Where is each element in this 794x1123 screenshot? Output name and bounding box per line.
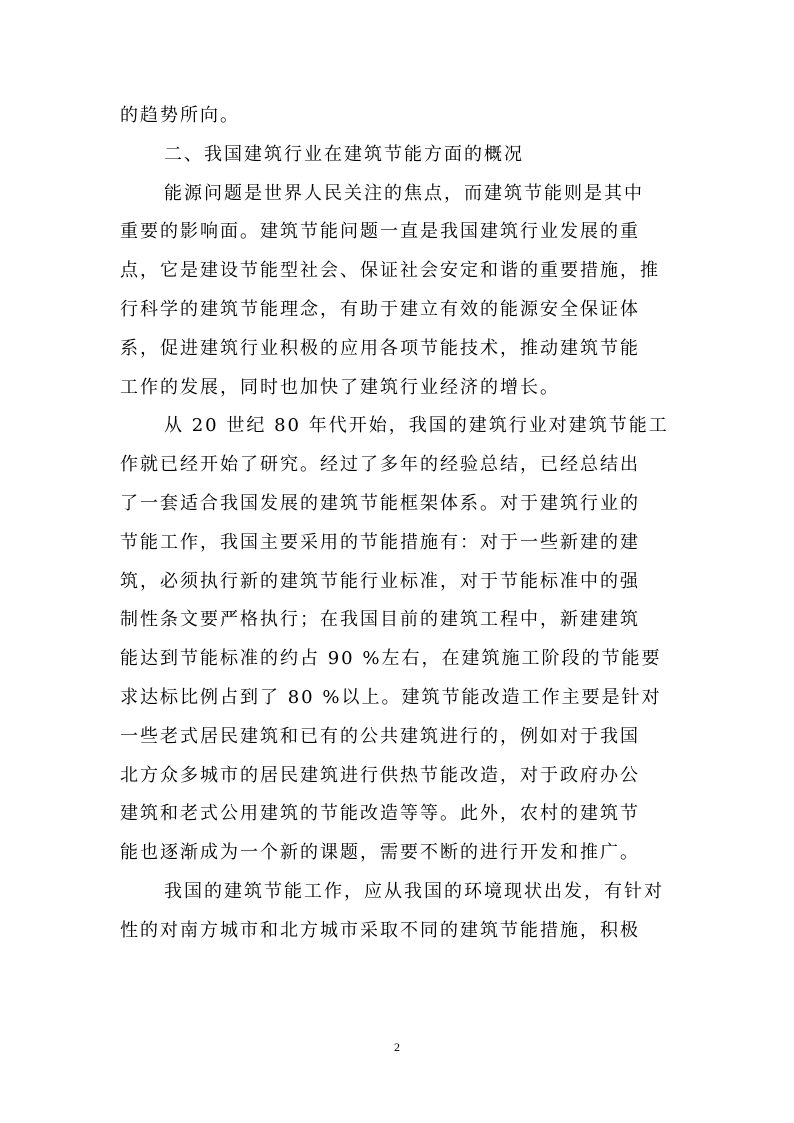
text-line: 点，它是建设节能型社会、保证社会安定和谐的重要措施，推 [120,260,660,282]
text-line: 了一套适合我国发展的建筑节能框架体系。对于建筑行业的 [120,492,640,514]
text-line: 建筑和老式公用建筑的节能改造等等。此外，农村的建筑节 [120,803,640,825]
text-line: 节能工作，我国主要采用的节能措施有：对于一些新建的建 [120,531,640,553]
text-line: 能源问题是世界人民关注的焦点，而建筑节能则是其中 [164,182,644,204]
text-line: 求达标比例占到了 80 %以上。建筑节能改造工作主要是针对 [120,686,662,708]
text-line: 筑，必须执行新的建筑节能行业标准，对于节能标准中的强 [120,570,640,592]
text-line: 能达到节能标准的约占 90 %左右，在建筑施工阶段的节能要 [120,648,662,670]
text-line: 制性条文要严格执行；在我国目前的建筑工程中，新建建筑 [120,609,640,631]
text-line: 能也逐渐成为一个新的课题，需要不断的进行开发和推广。 [120,842,640,864]
text-line: 我国的建筑节能工作，应从我国的环境现状出发，有针对 [164,880,664,902]
text-line: 重要的影响面。建筑节能问题一直是我国建筑行业发展的重 [120,221,640,243]
text-line: 行科学的建筑节能理念，有助于建立有效的能源安全保证体 [120,298,640,320]
text-line: 作就已经开始了研究。经过了多年的经验总结，已经总结出 [120,454,640,476]
text-line: 系，促进建筑行业积极的应用各项节能技术，推动建筑节能 [120,337,640,359]
text-line: 性的对南方城市和北方城市采取不同的建筑节能措施，积极 [120,919,640,941]
text-line: 的趋势所向。 [120,105,240,126]
text-line: 一些老式居民建筑和已有的公共建筑进行的，例如对于我国 [120,725,640,747]
text-line: 工作的发展，同时也加快了建筑行业经济的增长。 [120,376,560,398]
section-heading: 二、我国建筑行业在建筑节能方面的概况 [164,143,524,165]
text-line: 从 20 世纪 80 年代开始，我国的建筑行业对建筑节能工 [164,415,669,437]
body-text [120,97,674,951]
page-number: 2 [394,1040,400,1054]
text-line: 北方众多城市的居民建筑进行供热节能改造，对于政府办公 [120,764,640,786]
